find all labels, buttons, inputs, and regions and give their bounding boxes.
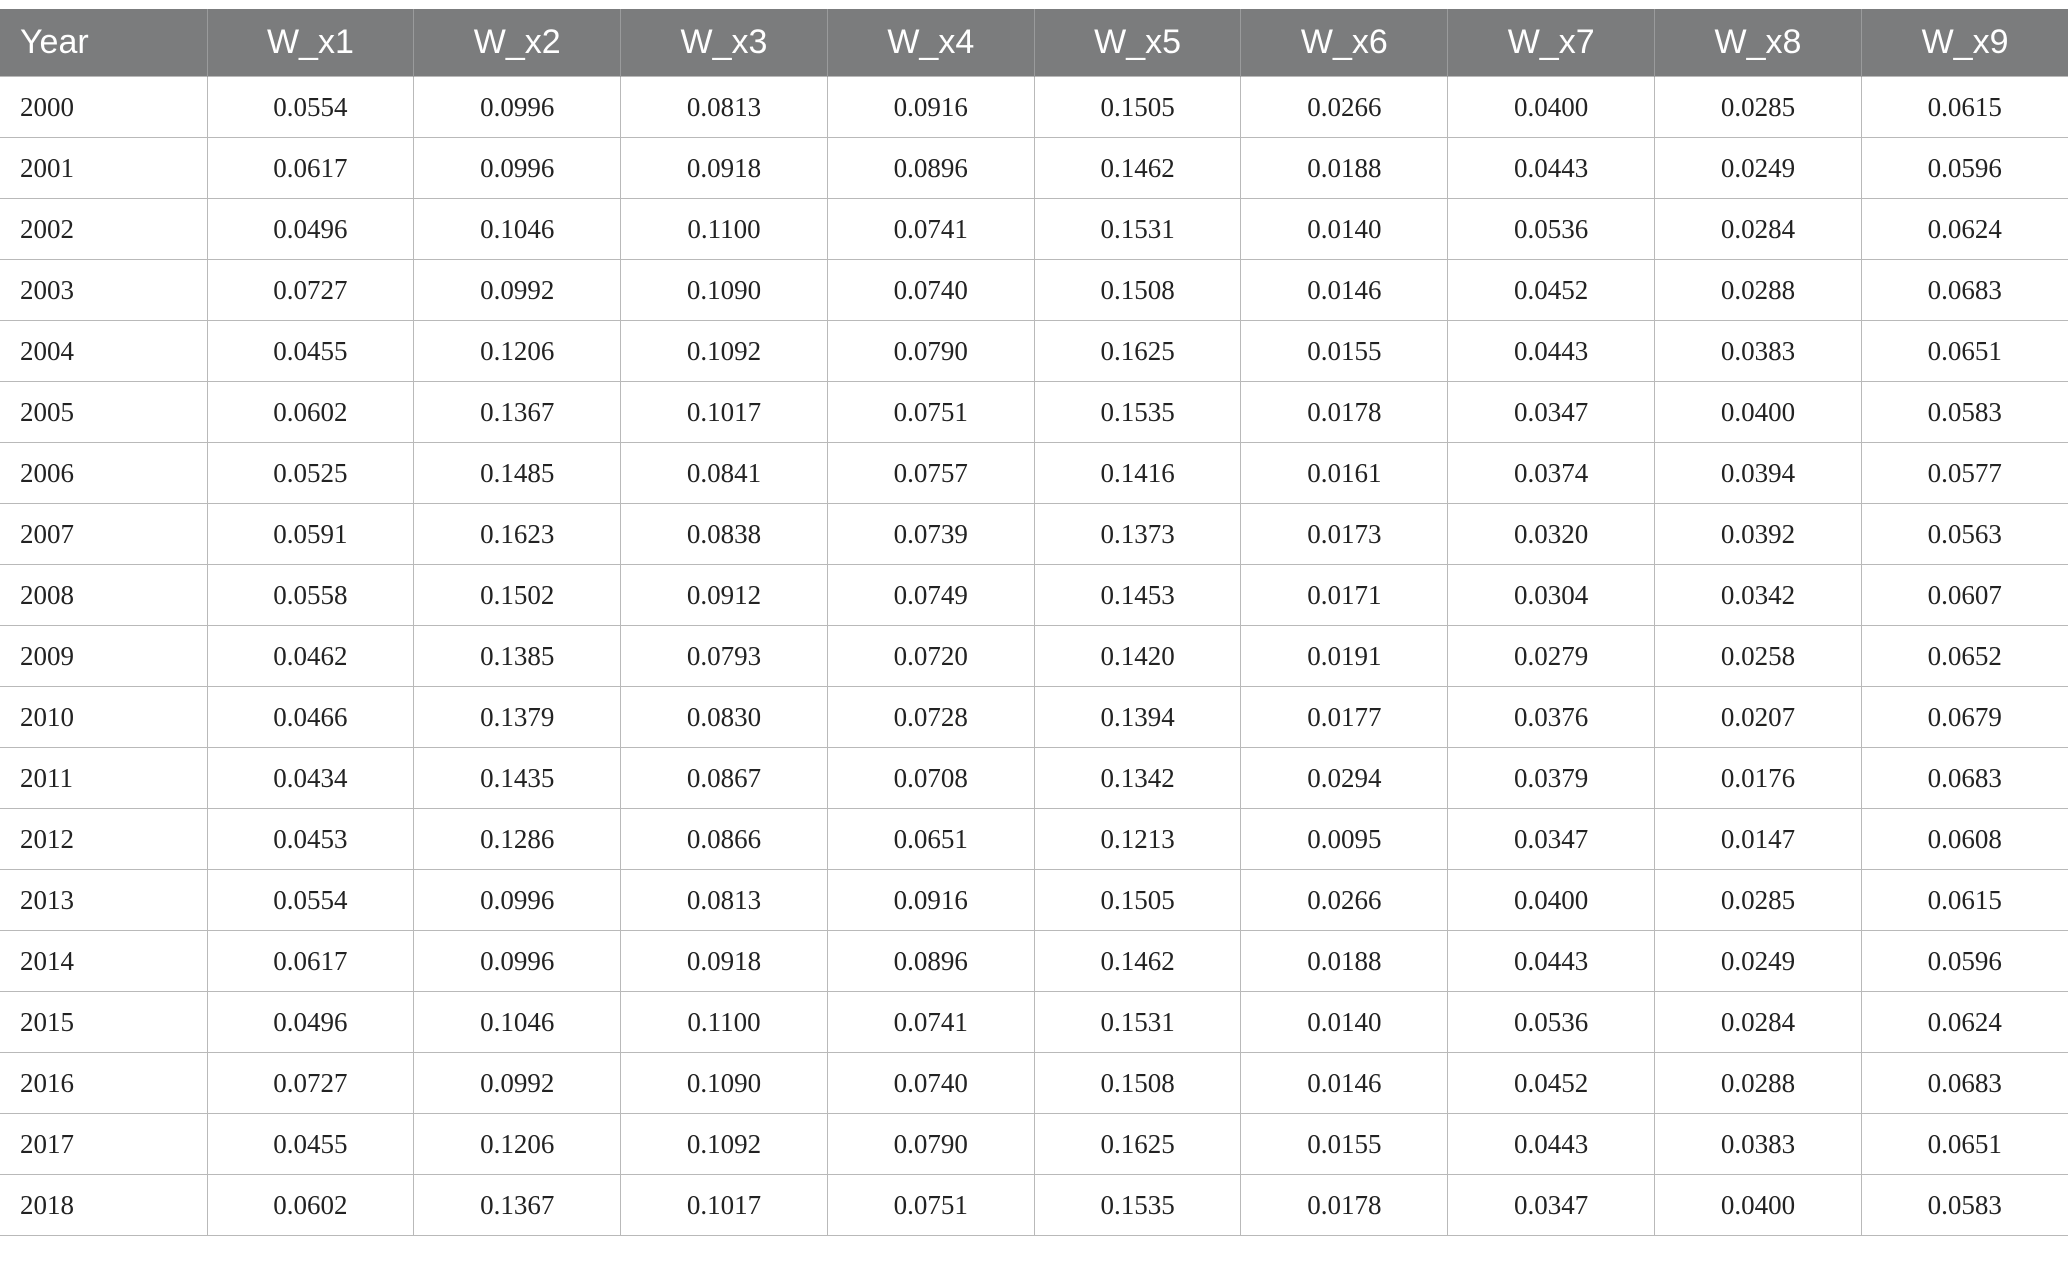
weight-cell: 0.0177	[1241, 687, 1448, 748]
table-row	[0, 77, 2068, 138]
weight-cell: 0.0347	[1448, 809, 1655, 870]
weight-cell: 0.0739	[827, 504, 1034, 565]
weight-cell: 0.1505	[1034, 870, 1241, 931]
header-row	[0, 9, 2068, 77]
weight-cell: 0.0288	[1655, 260, 1862, 321]
year-cell: 2003	[0, 260, 207, 321]
weight-cell: 0.0284	[1655, 992, 1862, 1053]
weight-cell: 0.0400	[1655, 1175, 1862, 1236]
weight-cell: 0.0596	[1861, 931, 2068, 992]
weight-cell: 0.0918	[621, 138, 828, 199]
weight-cell: 0.0708	[827, 748, 1034, 809]
weight-cell: 0.1213	[1034, 809, 1241, 870]
weight-cell: 0.0651	[1861, 1114, 2068, 1175]
weight-cell: 0.0615	[1861, 77, 2068, 138]
weight-cell: 0.0146	[1241, 1053, 1448, 1114]
weight-cell: 0.0188	[1241, 138, 1448, 199]
weight-cell: 0.0455	[207, 1114, 414, 1175]
weights-table	[0, 9, 2068, 1236]
weight-cell: 0.0394	[1655, 443, 1862, 504]
weight-cell: 0.0279	[1448, 626, 1655, 687]
weight-cell: 0.0615	[1861, 870, 2068, 931]
weight-cell: 0.1531	[1034, 992, 1241, 1053]
weight-cell: 0.1046	[414, 992, 621, 1053]
weight-cell: 0.1379	[414, 687, 621, 748]
column-header-w-x7: W_x7	[1448, 9, 1655, 77]
weight-cell: 0.1625	[1034, 1114, 1241, 1175]
year-cell: 2007	[0, 504, 207, 565]
weight-cell: 0.0434	[207, 748, 414, 809]
table-row	[0, 992, 2068, 1053]
weight-cell: 0.1505	[1034, 77, 1241, 138]
weight-cell: 0.0838	[621, 504, 828, 565]
weight-cell: 0.1508	[1034, 1053, 1241, 1114]
weight-cell: 0.0374	[1448, 443, 1655, 504]
weight-cell: 0.0813	[621, 77, 828, 138]
weight-cell: 0.1100	[621, 199, 828, 260]
weight-cell: 0.1462	[1034, 138, 1241, 199]
table-row	[0, 626, 2068, 687]
column-header-w-x6: W_x6	[1241, 9, 1448, 77]
year-cell: 2011	[0, 748, 207, 809]
weight-cell: 0.0266	[1241, 77, 1448, 138]
weight-cell: 0.0813	[621, 870, 828, 931]
weight-cell: 0.1453	[1034, 565, 1241, 626]
weight-cell: 0.1462	[1034, 931, 1241, 992]
weight-cell: 0.0285	[1655, 77, 1862, 138]
weight-cell: 0.0996	[414, 931, 621, 992]
weight-cell: 0.0536	[1448, 992, 1655, 1053]
weight-cell: 0.0651	[827, 809, 1034, 870]
weight-cell: 0.0996	[414, 138, 621, 199]
weight-cell: 0.0793	[621, 626, 828, 687]
weight-cell: 0.1017	[621, 382, 828, 443]
weight-cell: 0.0155	[1241, 1114, 1448, 1175]
weight-cell: 0.0918	[621, 931, 828, 992]
weight-cell: 0.0146	[1241, 260, 1448, 321]
weight-cell: 0.0740	[827, 260, 1034, 321]
weight-cell: 0.1508	[1034, 260, 1241, 321]
weight-cell: 0.1385	[414, 626, 621, 687]
weight-cell: 0.0741	[827, 992, 1034, 1053]
weight-cell: 0.0452	[1448, 260, 1655, 321]
weight-cell: 0.0443	[1448, 931, 1655, 992]
column-header-w-x8: W_x8	[1655, 9, 1862, 77]
weight-cell: 0.0912	[621, 565, 828, 626]
column-header-w-x9: W_x9	[1861, 9, 2068, 77]
weight-cell: 0.1092	[621, 321, 828, 382]
weight-cell: 0.0178	[1241, 1175, 1448, 1236]
weight-cell: 0.1420	[1034, 626, 1241, 687]
table-row	[0, 138, 2068, 199]
table-row	[0, 931, 2068, 992]
table-row	[0, 199, 2068, 260]
column-header-w-x5: W_x5	[1034, 9, 1241, 77]
weight-cell: 0.0727	[207, 260, 414, 321]
weight-cell: 0.0554	[207, 77, 414, 138]
weight-cell: 0.0617	[207, 138, 414, 199]
weight-cell: 0.0679	[1861, 687, 2068, 748]
weight-cell: 0.0607	[1861, 565, 2068, 626]
weight-cell: 0.0790	[827, 321, 1034, 382]
table-row	[0, 1114, 2068, 1175]
weight-cell: 0.0727	[207, 1053, 414, 1114]
weight-cell: 0.1090	[621, 260, 828, 321]
column-header-w-x4: W_x4	[827, 9, 1034, 77]
year-cell: 2010	[0, 687, 207, 748]
year-cell: 2016	[0, 1053, 207, 1114]
table-row	[0, 870, 2068, 931]
weight-cell: 0.0379	[1448, 748, 1655, 809]
table-row	[0, 382, 2068, 443]
weight-cell: 0.1502	[414, 565, 621, 626]
weight-cell: 0.0400	[1448, 870, 1655, 931]
weight-cell: 0.0554	[207, 870, 414, 931]
column-header-year: Year	[0, 9, 207, 77]
weight-cell: 0.1092	[621, 1114, 828, 1175]
year-cell: 2017	[0, 1114, 207, 1175]
weight-cell: 0.0996	[414, 77, 621, 138]
weight-cell: 0.0624	[1861, 992, 2068, 1053]
weight-cell: 0.0602	[207, 382, 414, 443]
weight-cell: 0.0176	[1655, 748, 1862, 809]
weight-cell: 0.1100	[621, 992, 828, 1053]
table-row	[0, 260, 2068, 321]
weight-cell: 0.0453	[207, 809, 414, 870]
year-cell: 2013	[0, 870, 207, 931]
weight-cell: 0.0741	[827, 199, 1034, 260]
table-row	[0, 321, 2068, 382]
table-row	[0, 809, 2068, 870]
weight-cell: 0.0383	[1655, 1114, 1862, 1175]
weight-cell: 0.0596	[1861, 138, 2068, 199]
weight-cell: 0.0558	[207, 565, 414, 626]
weight-cell: 0.0462	[207, 626, 414, 687]
year-cell: 2006	[0, 443, 207, 504]
weight-cell: 0.0443	[1448, 321, 1655, 382]
weight-cell: 0.1535	[1034, 1175, 1241, 1236]
weight-cell: 0.0173	[1241, 504, 1448, 565]
weight-cell: 0.0455	[207, 321, 414, 382]
weight-cell: 0.0867	[621, 748, 828, 809]
weight-cell: 0.0288	[1655, 1053, 1862, 1114]
weight-cell: 0.0525	[207, 443, 414, 504]
weight-cell: 0.0249	[1655, 138, 1862, 199]
weight-cell: 0.0740	[827, 1053, 1034, 1114]
weight-cell: 0.1416	[1034, 443, 1241, 504]
weight-cell: 0.0191	[1241, 626, 1448, 687]
weight-cell: 0.0652	[1861, 626, 2068, 687]
weight-cell: 0.0563	[1861, 504, 2068, 565]
weights-table-container	[0, 9, 2068, 1236]
year-cell: 2015	[0, 992, 207, 1053]
weight-cell: 0.0583	[1861, 382, 2068, 443]
weight-cell: 0.1623	[414, 504, 621, 565]
weight-cell: 0.1373	[1034, 504, 1241, 565]
column-header-w-x2: W_x2	[414, 9, 621, 77]
weight-cell: 0.1485	[414, 443, 621, 504]
weight-cell: 0.1531	[1034, 199, 1241, 260]
weight-cell: 0.0171	[1241, 565, 1448, 626]
year-cell: 2009	[0, 626, 207, 687]
year-cell: 2004	[0, 321, 207, 382]
weight-cell: 0.0728	[827, 687, 1034, 748]
weight-cell: 0.0342	[1655, 565, 1862, 626]
year-cell: 2002	[0, 199, 207, 260]
table-row	[0, 748, 2068, 809]
weight-cell: 0.1017	[621, 1175, 828, 1236]
column-header-w-x1: W_x1	[207, 9, 414, 77]
weight-cell: 0.0896	[827, 138, 1034, 199]
weight-cell: 0.1367	[414, 1175, 621, 1236]
weight-cell: 0.0496	[207, 992, 414, 1053]
weight-cell: 0.0266	[1241, 870, 1448, 931]
weight-cell: 0.0577	[1861, 443, 2068, 504]
weight-cell: 0.0496	[207, 199, 414, 260]
year-cell: 2001	[0, 138, 207, 199]
table-body	[0, 77, 2068, 1236]
weight-cell: 0.0284	[1655, 199, 1862, 260]
table-row	[0, 1053, 2068, 1114]
weight-cell: 0.0751	[827, 382, 1034, 443]
weight-cell: 0.0400	[1655, 382, 1862, 443]
year-cell: 2000	[0, 77, 207, 138]
weight-cell: 0.0294	[1241, 748, 1448, 809]
weight-cell: 0.0188	[1241, 931, 1448, 992]
weight-cell: 0.0140	[1241, 992, 1448, 1053]
weight-cell: 0.0161	[1241, 443, 1448, 504]
weight-cell: 0.1090	[621, 1053, 828, 1114]
year-cell: 2005	[0, 382, 207, 443]
table-row	[0, 687, 2068, 748]
weight-cell: 0.0608	[1861, 809, 2068, 870]
weight-cell: 0.1206	[414, 1114, 621, 1175]
weight-cell: 0.1046	[414, 199, 621, 260]
weight-cell: 0.1394	[1034, 687, 1241, 748]
year-cell: 2014	[0, 931, 207, 992]
weight-cell: 0.0466	[207, 687, 414, 748]
year-cell: 2008	[0, 565, 207, 626]
year-cell: 2018	[0, 1175, 207, 1236]
table-row	[0, 504, 2068, 565]
weight-cell: 0.0443	[1448, 1114, 1655, 1175]
year-cell: 2012	[0, 809, 207, 870]
weight-cell: 0.0683	[1861, 260, 2068, 321]
weight-cell: 0.0392	[1655, 504, 1862, 565]
weight-cell: 0.1367	[414, 382, 621, 443]
weight-cell: 0.1342	[1034, 748, 1241, 809]
weight-cell: 0.0866	[621, 809, 828, 870]
weight-cell: 0.0720	[827, 626, 1034, 687]
weight-cell: 0.0155	[1241, 321, 1448, 382]
weight-cell: 0.0749	[827, 565, 1034, 626]
weight-cell: 0.0443	[1448, 138, 1655, 199]
weight-cell: 0.0452	[1448, 1053, 1655, 1114]
weight-cell: 0.0790	[827, 1114, 1034, 1175]
weight-cell: 0.0683	[1861, 748, 2068, 809]
weight-cell: 0.0841	[621, 443, 828, 504]
weight-cell: 0.0916	[827, 77, 1034, 138]
weight-cell: 0.0285	[1655, 870, 1862, 931]
weight-cell: 0.0651	[1861, 321, 2068, 382]
column-header-w-x3: W_x3	[621, 9, 828, 77]
weight-cell: 0.0757	[827, 443, 1034, 504]
weight-cell: 0.0347	[1448, 382, 1655, 443]
table-row	[0, 443, 2068, 504]
weight-cell: 0.0683	[1861, 1053, 2068, 1114]
table-header	[0, 9, 2068, 77]
weight-cell: 0.0996	[414, 870, 621, 931]
weight-cell: 0.1206	[414, 321, 621, 382]
weight-cell: 0.0751	[827, 1175, 1034, 1236]
weight-cell: 0.0140	[1241, 199, 1448, 260]
weight-cell: 0.0624	[1861, 199, 2068, 260]
weight-cell: 0.0095	[1241, 809, 1448, 870]
weight-cell: 0.0536	[1448, 199, 1655, 260]
weight-cell: 0.0400	[1448, 77, 1655, 138]
weight-cell: 0.0992	[414, 260, 621, 321]
weight-cell: 0.0304	[1448, 565, 1655, 626]
weight-cell: 0.1286	[414, 809, 621, 870]
weight-cell: 0.0896	[827, 931, 1034, 992]
weight-cell: 0.0178	[1241, 382, 1448, 443]
weight-cell: 0.1535	[1034, 382, 1241, 443]
weight-cell: 0.0376	[1448, 687, 1655, 748]
weight-cell: 0.0830	[621, 687, 828, 748]
weight-cell: 0.0258	[1655, 626, 1862, 687]
weight-cell: 0.0147	[1655, 809, 1862, 870]
weight-cell: 0.0992	[414, 1053, 621, 1114]
weight-cell: 0.0249	[1655, 931, 1862, 992]
weight-cell: 0.0602	[207, 1175, 414, 1236]
weight-cell: 0.0617	[207, 931, 414, 992]
table-row	[0, 1175, 2068, 1236]
weight-cell: 0.1625	[1034, 321, 1241, 382]
weight-cell: 0.0383	[1655, 321, 1862, 382]
weight-cell: 0.0320	[1448, 504, 1655, 565]
weight-cell: 0.0583	[1861, 1175, 2068, 1236]
weight-cell: 0.0591	[207, 504, 414, 565]
weight-cell: 0.1435	[414, 748, 621, 809]
weight-cell: 0.0207	[1655, 687, 1862, 748]
weight-cell: 0.0916	[827, 870, 1034, 931]
weight-cell: 0.0347	[1448, 1175, 1655, 1236]
table-row	[0, 565, 2068, 626]
